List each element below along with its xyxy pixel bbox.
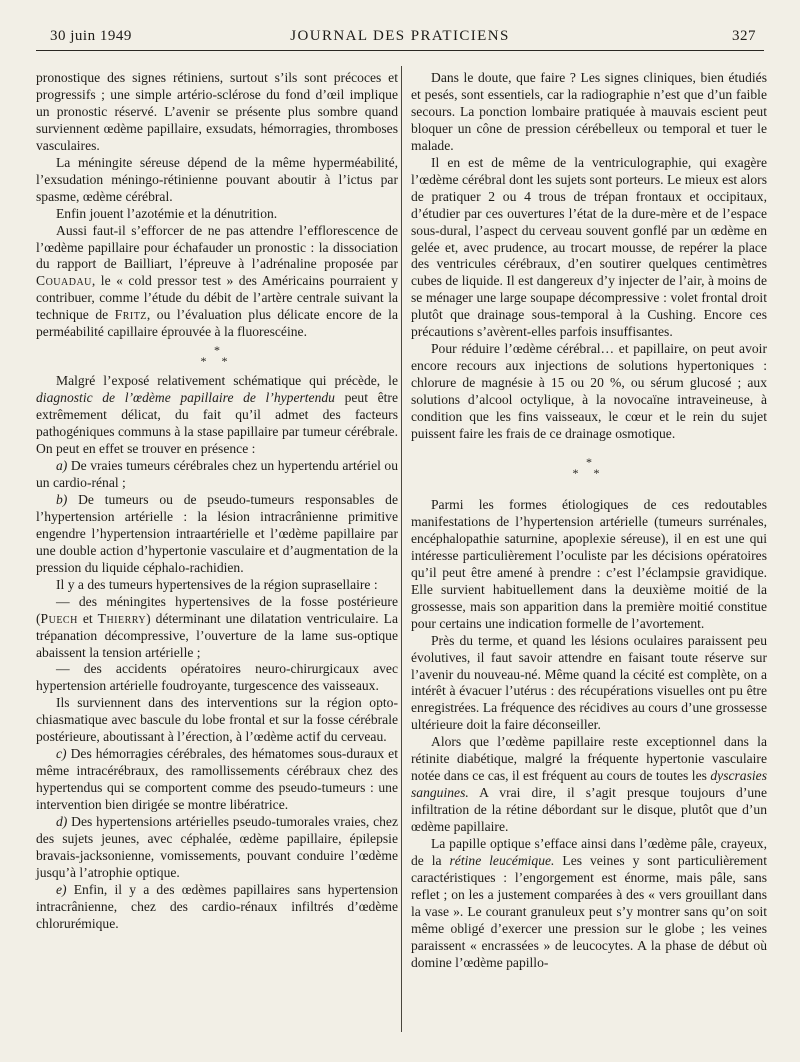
italic-term: dyscrasies sanguines. <box>411 768 767 801</box>
list-item-b: b) De tumeurs ou de pseudo-tumeurs responsables de l’hypertension artérielle : la lésion intracrânienne primitive engendre l’hypertension intraartérielle et l’œdème papillaire par une double action d’hypertonie vasculaire et d’augmentation de la pression du liquide céphalo-rachidien. <box>36 491 398 575</box>
running-header <box>36 26 764 50</box>
paragraph: Aussi faut-il s’efforcer de ne pas attendre l’efflorescence de l’œdème papillaire pour échafauder un pronostic : la dissociation du rapport de Bailliart, l’épreuve à l’adrénaline proposée par Couadau, le « cold pressor test » des Américains pourraient y contribuer, comme l’étude du débit de l’artère centrale suivant la technique de Fritz, ou l’évaluation plus délicate encore de la perméabilité capillaire éprouvée à la fluorescéine. <box>36 222 398 340</box>
paragraph: Il y a des tumeurs hypertensives de la région suprasellaire : <box>56 576 378 592</box>
paragraph: La papille optique s’efface ainsi dans l’œdème pâle, crayeux, de la rétine leucémique. Les veines y sont particulièrement caractéristiques : l’engorgement est énorme, mais pâle, sans reflet ; on les a justement comparées à des « vers grouillant dans la vase ». Le courant granuleux peut s’y montrer sans qu’on soit même obligé d’exercer une pression sur le globe ; les veines paraissent « encrassées » de leucocytes. A la phase de début où domine l’œdème papillo- <box>411 836 767 970</box>
left-column <box>36 70 398 933</box>
paragraph: Enfin jouent l’azotémie et la dénutrition. <box>56 205 278 221</box>
author-name: Couadau <box>36 273 92 289</box>
section-break-asterism: * * * <box>572 454 606 480</box>
paragraph: Pour réduire l’œdème cérébral… et papillaire, on peut avoir encore recours aux injections de solutions hypertoniques : chlorure de magnésie à 15 ou 20 %, ou sérum glucosé ; aux solutions d’alcool octylique, à la novocaïne intraveineuse, à condition que les fins vaisseaux, le cœur et le rein du sujet puissent faire les frais de ce drainage osmotique. <box>411 341 767 442</box>
column-separator <box>401 66 402 1032</box>
journal-title: JOURNAL DES PRATICIENS <box>290 28 510 44</box>
list-item-a: a) De vraies tumeurs cérébrales chez un hypertendu artériel ou un cardio-rénal ; <box>36 458 398 490</box>
header-rule <box>36 50 764 51</box>
paragraph: Ils surviennent dans des interventions sur la région opto-chiasmatique avec bascule du lobe frontal et sur la fosse cérébrale postérieure, aboutissant à l’érection, à l’œdème actif du cerveau. <box>36 695 398 745</box>
paragraph: pronostique des signes rétiniens, surtout s’ils sont précoces et progressifs ; une simple artério-sclérose du fond d’œil implique un pronostic réservé. L’avenir se présente plus sombre quand surviennent œdème papillaire, exsudats, hémorragies, thromboses vasculaires. <box>36 70 398 153</box>
author-name: Thierry <box>97 610 147 626</box>
italic-term: diagnostic de l’œdème papillaire de l’hypertendu <box>36 390 335 406</box>
author-name: Fritz <box>114 307 147 323</box>
paragraph: Alors que l’œdème papillaire reste exceptionnel dans la rétinite diabétique, malgré la fréquente hypertonie vasculaire notée dans ce cas, il est fréquent au cours de toutes les dyscrasies sanguines. A vrai dire, il s’agit presque toujours d’une infiltration de la rétine débordant sur le disque, plutôt que d’un œdème papillaire. <box>411 734 767 835</box>
right-column <box>411 70 767 972</box>
header-date: 30 juin 1949 <box>50 28 132 44</box>
paragraph: Près du terme, et quand les lésions oculaires paraissent peu évolutives, il faut savoir attendre en faisant toute réserve sur l’avenir du nouveau-né. Même quand la cécité est complète, on a intérêt à évacuer l’utérus : des récupérations visuelles ont pu être enregistrées. La fréquence des récidives au cours d’une grossesse ultérieure doit la faire déconseiller. <box>411 632 767 733</box>
paragraph: La méningite séreuse dépend de la même hyperméabilité, l’exsudation méningo-rétinienne pouvant aboutir à l’ictus par spasme, œdème cérébral. <box>36 154 398 204</box>
paragraph: Il en est de même de la ventriculographie, qui exagère l’œdème cérébral dont les sujets sont porteurs. Le mieux est alors de pratiquer 2 ou 4 trous de trépan frontaux et occipitaux, d’étudier par ces ouvertures l’état de la dure-mère et de l’espace sous-dural, l’aspect du cerveau souvent gonflé par un œdème en gelée et, avec prudence, au trocart mousse, de repérer la place des ventricules cérébraux, d’en soutirer quelques centimètres cubes de liquide. Il est dangereux d’y injecter de l’air, à moins de se ménager une large soupape décompressive : volet frontal droit plutôt que drainage sous-temporal à la Cushing. Encore ces précautions s’avèrent-elles parfois insuffisantes. <box>411 154 767 340</box>
paragraph: — des accidents opératoires neuro-chirurgicaux avec hypertension artérielle foudroyante, turgescence des vaisseaux. <box>36 661 398 694</box>
paragraph: — des méningites hypertensives de la fosse postérieure (Puech et Thierry) déterminant une dilatation ventriculaire. La trépanation décompressive, l’ouverture de la lame sus-optique abaissent la tension artérielle ; <box>36 593 398 660</box>
italic-term: rétine leucémique. <box>449 852 555 868</box>
page-number: 327 <box>732 28 756 44</box>
author-name: Puech <box>40 610 78 626</box>
section-break-asterism: * * * <box>200 343 234 369</box>
list-item-e: e) Enfin, il y a des œdèmes papillaires sans hypertension intracrânienne, chez des cardio-rénaux infiltrés d’œdème chlorurémique. <box>36 881 398 931</box>
paragraph: Parmi les formes étiologiques de ces redoutables manifestations de l’hypertension artérielle (tumeurs surrénales, encéphalopathie saturnine, apoplexie séreuse), il en est une qui intéresse particulièrement l’oculiste par les décisions opératoires qu’il peut être amené à prendre : c’est l’éclampsie gravidique. Elle survient habituellement dans la deuxième moitié de la grossesse, mais son apparition dans la première moitié constitue pour certains une indication formelle de l’avortement. <box>411 496 767 631</box>
list-item-c: c) Des hémorragies cérébrales, des hématomes sous-duraux et même intracérébraux, des ramollissements cérébraux chez des hypertendus qui se comportent comme des pseudo-tumeurs : une intervention bien dirigée se montre libératrice. <box>36 746 398 813</box>
paragraph: Dans le doute, que faire ? Les signes cliniques, bien étudiés et pesés, sont essentiels, car la radiographie n’est que d’un faible secours. La ponction lombaire pratiquée à mauvais escient peut bloquer un cône de pression cérébelleux ou temporal et tuer le malade. <box>411 70 767 153</box>
paragraph: Malgré l’exposé relativement schématique qui précède, le diagnostic de l’œdème papillaire de l’hypertendu peut être extrêmement délicat, du fait qu’il admet des facteurs pathogéniques communs à la stase papillaire par tumeur cérébrale. On peut en effet se trouver en présence : <box>36 373 398 457</box>
list-item-d: d) Des hypertensions artérielles pseudo-tumorales vraies, chez des sujets jeunes, avec céphalée, œdème papillaire, épilepsie bravais-jacksonienne, vomissements, pouvant conduire l’œdème jusqu’à l’atrophie optique. <box>36 814 398 880</box>
